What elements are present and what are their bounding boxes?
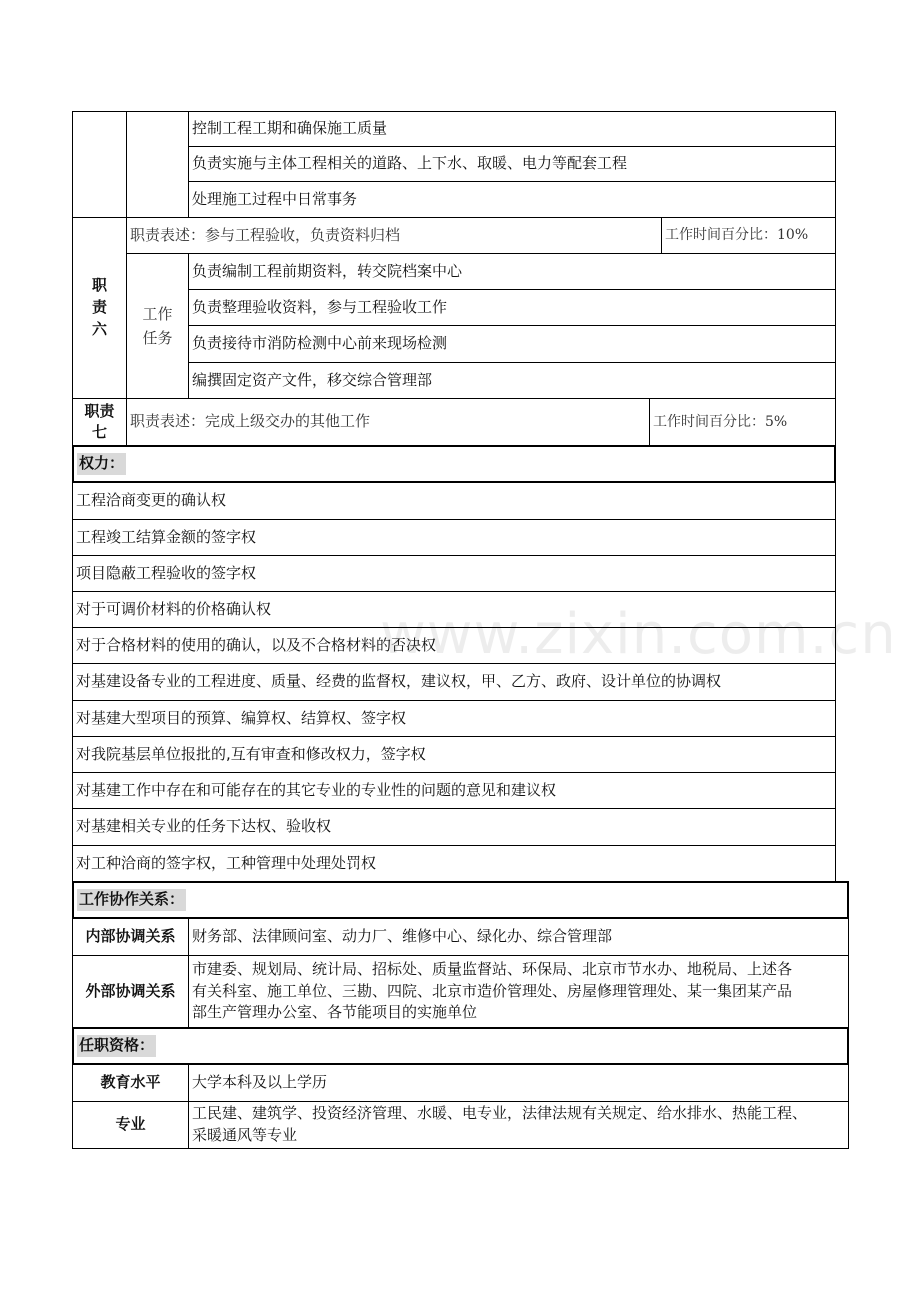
cooperation-header: 工作协作关系： — [72, 881, 849, 919]
duty5-task-label-cell — [126, 111, 189, 218]
authority-item: 对工种洽商的签字权，工种管理中处理处罚权 — [72, 845, 836, 882]
authority-item: 对基建大型项目的预算、编算权、结算权、签字权 — [72, 700, 836, 737]
authority-item: 对于合格材料的使用的确认，以及不合格材料的否决权 — [72, 627, 836, 664]
authority-item: 项目隐蔽工程验收的签字权 — [72, 555, 836, 592]
duty5-task-3: 处理施工过程中日常事务 — [188, 181, 836, 218]
internal-coordination-value: 财务部、法律顾问室、动力厂、维修中心、绿化办、综合管理部 — [188, 918, 849, 956]
duty5-task-2: 负责实施与主体工程相关的道路、上下水、取暖、电力等配套工程 — [188, 146, 836, 182]
external-coordination-value — [188, 955, 849, 1028]
duty7-statement: 职责表述：完成上级交办的其他工作 — [126, 398, 650, 446]
duty6-task-4: 编撰固定资产文件，移交综合管理部 — [188, 362, 836, 399]
duty7-label: 职责七 — [72, 398, 127, 446]
internal-coordination-label: 内部协调关系 — [72, 918, 189, 956]
authority-item: 对基建相关专业的任务下达权、验收权 — [72, 808, 836, 846]
education-value: 大学本科及以上学历 — [188, 1064, 849, 1102]
authority-item: 工程竣工结算金额的签字权 — [72, 519, 836, 556]
major-label: 专业 — [72, 1101, 189, 1149]
external-coordination-text: 市建委、规划局、统计局、招标处、质量监督站、环保局、北京市节水办、地税局、上述各 有关科室、施工单位、三勘、四院、北京市造价管理处、房屋修理管理处、某一集团某产品 部生产管理办公室、各节能项目的实施单位 — [192, 959, 793, 1022]
authority-header: 权力： — [72, 445, 836, 483]
duty6-time-percent: 工作时间百分比：10% — [661, 217, 836, 254]
duty5-label-cell — [72, 111, 127, 218]
duty5-task-1: 控制工程工期和确保施工质量 — [188, 111, 836, 147]
duty6-label: 职责六 — [72, 217, 127, 399]
authority-item: 对基建设备专业的工程进度、质量、经费的监督权，建议权，甲、乙方、政府、设计单位的协调权 — [72, 663, 836, 701]
duty6-task-1: 负责编制工程前期资料，转交院档案中心 — [188, 253, 836, 290]
duty6-task-3: 负责接待市消防检测中心前来现场检测 — [188, 325, 836, 363]
duty6-statement: 职责表述：参与工程验收，负责资料归档 — [126, 217, 662, 254]
authority-item: 对我院基层单位报批的,互有审查和修改权力，签字权 — [72, 736, 836, 773]
duty6-task-2: 负责整理验收资料，参与工程验收工作 — [188, 289, 836, 326]
authority-item: 对基建工作中存在和可能存在的其它专业的专业性的问题的意见和建议权 — [72, 772, 836, 809]
qualification-header: 任职资格： — [72, 1027, 849, 1065]
major-text: 工民建、建筑学、投资经济管理、水暖、电专业，法律法规有关规定、给水排水、热能工程、 采暖通风等专业 — [192, 1104, 808, 1144]
major-value — [188, 1101, 849, 1149]
duty7-time-percent: 工作时间百分比：5% — [649, 398, 836, 446]
external-coordination-label: 外部协调关系 — [72, 955, 189, 1028]
duty6-task-label: 工作任务 — [126, 253, 189, 399]
authority-item: 对于可调价材料的价格确认权 — [72, 591, 836, 628]
education-label: 教育水平 — [72, 1064, 189, 1102]
authority-item: 工程洽商变更的确认权 — [72, 482, 836, 520]
